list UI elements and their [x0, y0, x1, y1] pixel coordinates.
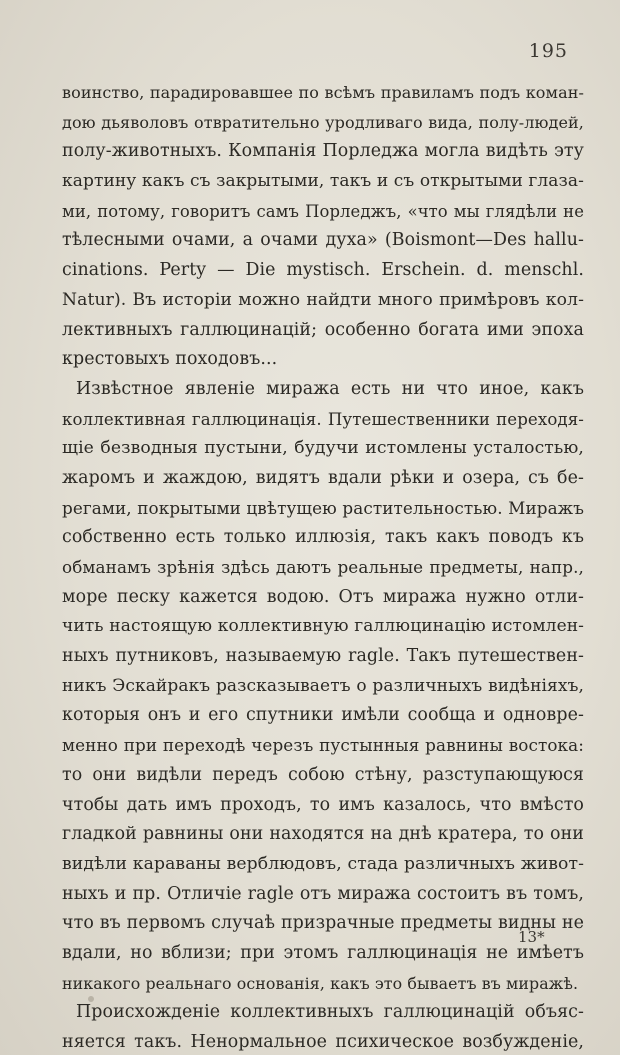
- text-line: cinations. Perty — Die mystisch. Erschein. d. menschl.: [62, 260, 584, 281]
- text-line: ныхъ и пр. Отличіе ragle отъ миража состоитъ въ томъ,: [62, 883, 584, 904]
- text-line: жаромъ и жаждою, видятъ вдали рѣки и озера, съ бе-: [62, 467, 584, 488]
- text-line: коллективная галлюцинація. Путешественники переходя-: [62, 409, 584, 429]
- signature-mark: 13*: [518, 928, 545, 946]
- text-line: картину какъ съ закрытыми, такъ и съ открытыми глаза-: [62, 171, 584, 192]
- paper-spot: [88, 996, 94, 1002]
- text-line: вдали, но вблизи; при этомъ галлюцинація не имѣетъ: [62, 942, 584, 963]
- text-line: крестовыхъ походовъ...: [62, 349, 278, 370]
- text-line: никакого реальнаго основанія, какъ это бываетъ въ миражѣ.: [62, 973, 579, 993]
- text-line: тѣлесными очами, а очами духа» (Boismont—Des hallu-: [62, 230, 584, 251]
- page-number: 195: [528, 40, 568, 62]
- text-line: воинство, парадировавшее по всѣмъ правиламъ подъ коман-: [62, 83, 584, 102]
- text-line: менно при переходѣ черезъ пустынныя равнины востока:: [62, 735, 584, 756]
- text-line: дою дьяволовъ отвратительно уродливаго вида, полу-людей,: [62, 112, 584, 132]
- text-line: что въ первомъ случаѣ призрачные предметы видны не: [62, 913, 584, 934]
- body-text: [62, 78, 584, 1055]
- text-line: обманамъ зрѣнія здѣсь даютъ реальные предметы, напр.,: [62, 557, 584, 577]
- text-line: гладкой равнины они находятся на днѣ кратера, то они: [62, 824, 584, 845]
- text-line: видѣли караваны верблюдовъ, стада различныхъ живот-: [62, 853, 584, 874]
- text-line: Natur). Въ исторіи можно найдти много примѣровъ кол-: [62, 289, 584, 310]
- text-line: лективныхъ галлюцинацій; особенно богата ими эпоха: [62, 319, 584, 340]
- text-line: ми, потому, говоритъ самъ Порледжъ, «что мы глядѣли не: [62, 201, 584, 221]
- text-line: собственно есть только иллюзія, такъ какъ поводъ къ: [62, 527, 584, 548]
- text-line: никъ Эскайракъ разсказываетъ о различныхъ видѣніяхъ,: [62, 675, 584, 696]
- text-line: Происхожденіе коллективныхъ галлюцинацій объяс-: [76, 1002, 584, 1023]
- text-line: Извѣстное явленіе миража есть ни что иное, какъ: [76, 378, 584, 399]
- text-line: море песку кажется водою. Отъ миража нужно отли-: [62, 586, 584, 607]
- text-line: регами, покрытыми цвѣтущею растительностью. Миражъ: [62, 497, 584, 518]
- text-line: ныхъ путниковъ, называемую ragle. Такъ путешествен-: [62, 646, 584, 667]
- text-line: то они видѣли передъ собою стѣну, разступающуюся: [62, 764, 584, 785]
- text-line: щіе безводныя пустыни, будучи истомлены усталостью,: [62, 438, 584, 459]
- text-line: полу-животныхъ. Компанія Порледжа могла видѣть эту: [62, 141, 584, 162]
- text-line: которыя онъ и его спутники имѣли сообща и одновре-: [62, 705, 584, 726]
- text-line: чить настоящую коллективную галлюцинацію истомлен-: [62, 616, 584, 637]
- text-line: чтобы дать имъ проходъ, то имъ казалось, что вмѣсто: [62, 794, 584, 815]
- text-line: няется такъ. Ненормальное психическое возбужденіе,: [62, 1032, 584, 1052]
